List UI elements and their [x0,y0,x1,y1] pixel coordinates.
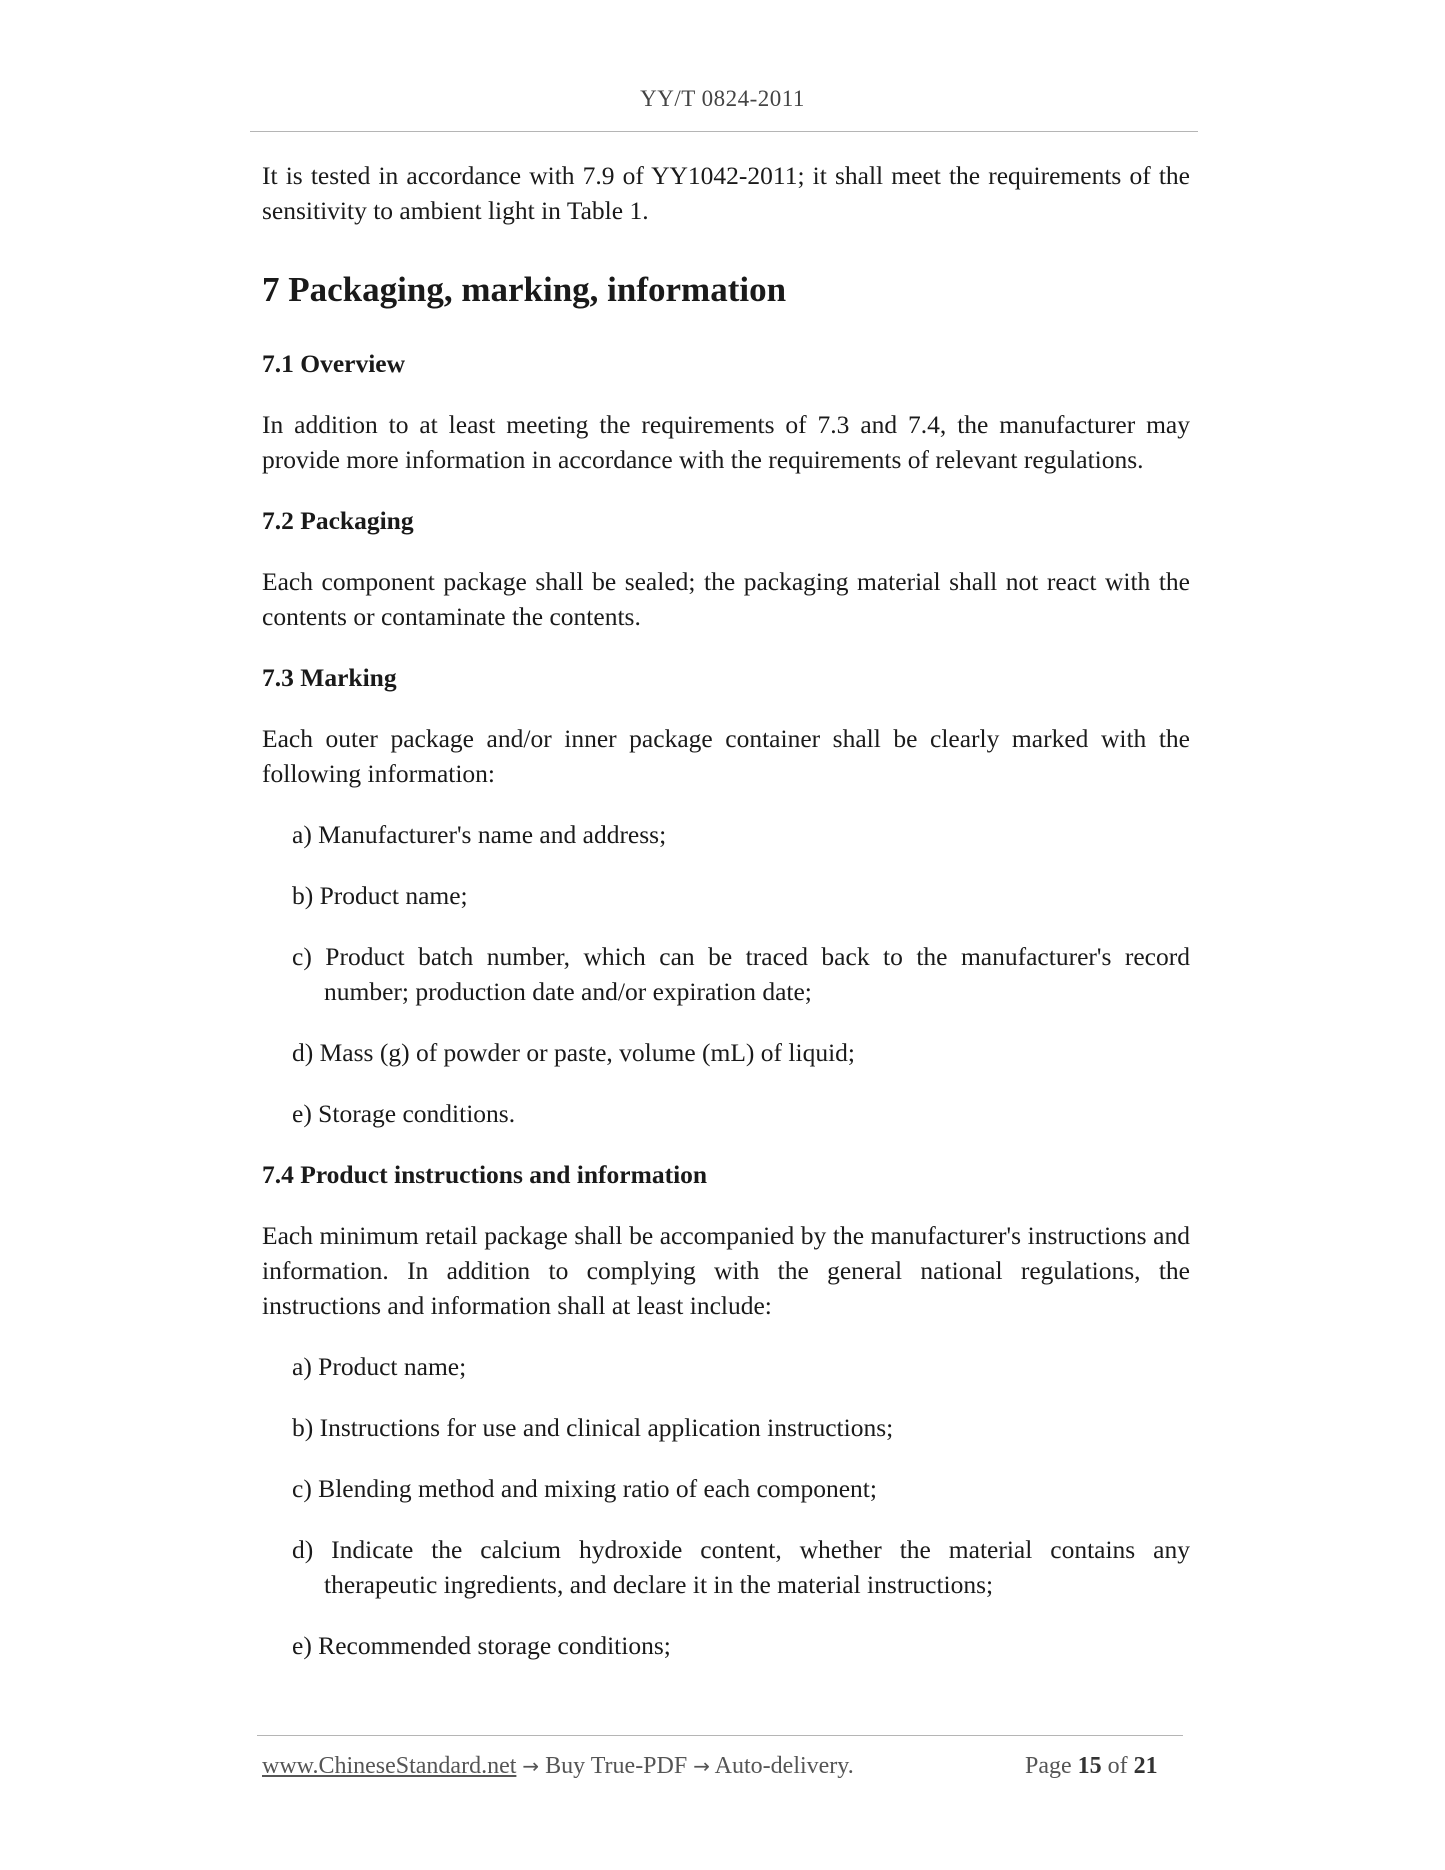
page-number [1025,1753,1158,1780]
list-item: a) Product name; [292,1352,467,1381]
arrow-right-icon: → [522,1754,540,1778]
section-7-1-title: 7.1 Overview [262,349,406,378]
list-item: b) Instructions for use and clinical application instructions; [292,1413,894,1442]
list-item: e) Storage conditions. [292,1099,516,1128]
section-7-2-title: 7.2 Packaging [262,506,414,535]
page-current: 15 [1077,1753,1102,1779]
section-7-4-title: 7.4 Product instructions and information [262,1160,708,1189]
section-7-3-text: Each outer package and/or inner package container shall be clearly marked with the following information: [262,724,1190,788]
list-item: c) Product batch number, which can be traced back to the manufacturer's record number; production date and/or expiration date; [292,942,1190,1006]
page-of: of [1107,1753,1128,1779]
section-7-2-text: Each component package shall be sealed; the packaging material shall not react with the contents or contaminate the contents. [262,567,1190,631]
section-7-title: 7 Packaging, marking, information [262,270,787,309]
list-item: e) Recommended storage conditions; [292,1631,671,1660]
footer-divider [257,1735,1183,1736]
header-divider [250,131,1198,132]
list-item: d) Indicate the calcium hydroxide content, whether the material contains any therapeutic ingredients, and declare it in the material instructions; [292,1535,1190,1599]
list-item: b) Product name; [292,881,468,910]
section-7-4-text: Each minimum retail package shall be accompanied by the manufacturer's instructions and information. In addition to complying with the general national regulations, the instructions and information shall at least include: [262,1221,1190,1320]
list-item: c) Blending method and mixing ratio of each component; [292,1474,877,1503]
page-total: 21 [1133,1753,1158,1779]
section-7-3-title: 7.3 Marking [262,663,397,692]
header-doc-code: YY/T 0824-2011 [640,86,805,111]
page-label: Page [1025,1753,1072,1779]
intro-paragraph: It is tested in accordance with 7.9 of YY1042-2011; it shall meet the requirements of the sensitivity to ambient light in Table 1. [262,161,1190,225]
site-link[interactable]: www.ChineseStandard.net [262,1753,517,1779]
buy-text: Buy True-PDF [545,1753,688,1779]
page-content [262,158,1190,1689]
footer-promo [262,1753,854,1780]
section-7-1-text: In addition to at least meeting the requirements of 7.3 and 7.4, the manufacturer may provide more information in accordance with the requirements of relevant regulations. [262,410,1190,474]
list-item: d) Mass (g) of powder or paste, volume (mL) of liquid; [292,1038,856,1067]
delivery-text: Auto-delivery. [714,1753,854,1779]
list-item: a) Manufacturer's name and address; [292,820,667,849]
arrow-right-icon: → [693,1754,710,1778]
